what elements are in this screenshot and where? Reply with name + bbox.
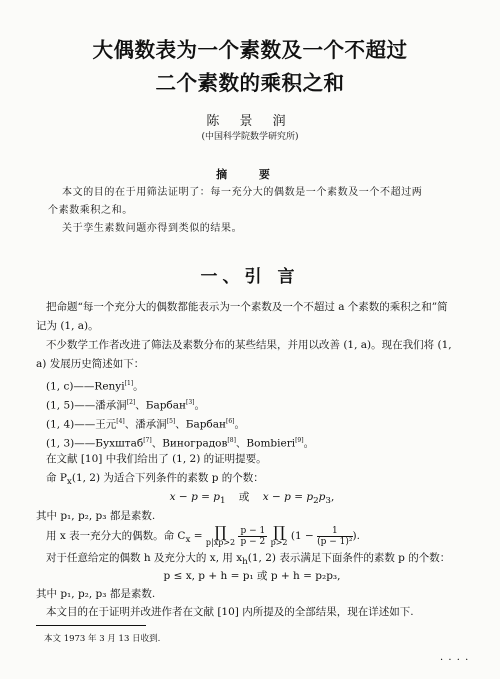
history-text: (1, c)——Renyi bbox=[46, 380, 125, 393]
title-line-2: 二个素数的乘积之和 bbox=[155, 71, 345, 95]
equation-2: p ≤ x, p + h = p₁ 或 p + h = p₂p₃, bbox=[163, 570, 341, 582]
prod2-sub: p>2 bbox=[270, 538, 288, 547]
fraction-1 bbox=[238, 526, 267, 547]
px-text: 命 P bbox=[46, 472, 67, 484]
footnote-rule bbox=[36, 625, 146, 626]
abstract-line-3: 关于孪生素数问题亦得到类似的结果。 bbox=[62, 223, 243, 234]
product-symbol: ∏ p>2 bbox=[270, 523, 288, 547]
h-text: 对于任意给定的偶数 h 及充分大的 x, 用 x bbox=[46, 552, 243, 564]
citation: [1] bbox=[124, 380, 134, 387]
footnote: 本文 1973 年 3 月 13 日收到. bbox=[44, 634, 161, 644]
citation: [2] bbox=[126, 399, 136, 406]
citation: [5] bbox=[166, 418, 176, 425]
where-line-1: 其中 p₁, p₂, p₃ 都是素数. bbox=[36, 510, 156, 522]
history-text: 、Виноградов bbox=[151, 437, 228, 450]
intro-line-1: 把命题“每一个充分大的偶数都能表示为一个素数及一个不超过 a 个素数的乘积之和”简 bbox=[46, 301, 448, 313]
frac2-num: 1 bbox=[317, 526, 352, 537]
frac1-num: p − 1 bbox=[240, 525, 266, 536]
affiliation: (中国科学院数学研究所) bbox=[201, 132, 299, 142]
abstract-line-1: 本文的目的在于用筛法证明了：每一充分大的偶数是一个素数及一个不超过两 bbox=[62, 187, 423, 198]
citation: [9] bbox=[295, 437, 304, 444]
eq1-p3: p bbox=[318, 491, 326, 503]
title-line-1: 大偶数表为一个素数及一个不超过 bbox=[92, 38, 408, 62]
citation: [4] bbox=[116, 418, 125, 425]
frac2-post: ). bbox=[352, 530, 360, 542]
equation-1 bbox=[36, 490, 468, 509]
ref10-line: 在文献 [10] 中我们给出了 (1, 2) 的证明提要。 bbox=[46, 453, 267, 465]
h-rest: (1, 2) 表示满足下面条件的素数 p 的个数： bbox=[247, 552, 451, 564]
author: 陈 景 润 bbox=[206, 114, 294, 129]
history-end: 。 bbox=[133, 380, 144, 393]
px-sub: x bbox=[66, 477, 72, 488]
px-rest: (1, 2) 为适合下列条件的素数 p 的个数： bbox=[71, 472, 264, 484]
eq1-sub: 1 bbox=[219, 496, 226, 507]
intro-line-3: 不少数学工作者改进了筛法及素数分布的某些结果，并用以改善 (1, a)。现在我们将 (1, bbox=[46, 339, 452, 351]
frac2-den: (p − 1)² bbox=[317, 536, 353, 547]
eq1-sub2: 2 bbox=[313, 496, 319, 507]
prod1-sub: p|x bbox=[205, 538, 219, 547]
history-text: (1, 4)——王元 bbox=[46, 418, 117, 431]
citation: [3] bbox=[186, 399, 195, 406]
fraction-2 bbox=[317, 526, 352, 547]
history-text: (1, 5)——潘承洞 bbox=[46, 399, 127, 412]
eq1-a: x − p = p bbox=[169, 491, 220, 503]
history-item bbox=[46, 414, 478, 433]
eq1-b: x − p = p bbox=[262, 491, 314, 503]
intro-line-4: a) 发展历史简述如下： bbox=[36, 358, 145, 370]
eq1-end: , bbox=[330, 491, 335, 503]
history-text: 、Барбан bbox=[175, 418, 227, 431]
history-text: (1, 3)——Бухштаб bbox=[46, 437, 144, 450]
eq1-or: 或 bbox=[238, 491, 250, 503]
cx-eq: = bbox=[190, 530, 206, 542]
abstract-heading: 摘 要 bbox=[216, 168, 284, 181]
cx-text: 用 x 表一充分大的偶数。命 C bbox=[46, 530, 186, 542]
citation: [7] bbox=[143, 437, 152, 444]
product-symbol: ∏ p|xp>2 bbox=[205, 523, 236, 547]
citation: [8] bbox=[227, 437, 236, 444]
prod1-sub2: p>2 bbox=[218, 538, 236, 547]
history-item bbox=[46, 433, 478, 452]
section-title: 一、引 言 bbox=[200, 267, 300, 287]
frac2-pre: (1 − bbox=[290, 530, 314, 542]
history-text: 、潘承洞 bbox=[124, 418, 167, 431]
final-line: 本文目的在于证明并改进作者在文献 [10] 内所提及的全部结果，现在详述如下. bbox=[46, 606, 414, 618]
where-line-2: 其中 p₁, p₂, p₃ 都是素数. bbox=[36, 588, 156, 600]
eq1-sub3: 3 bbox=[325, 496, 331, 507]
page-mark: · · · · bbox=[440, 655, 470, 666]
cx-definition bbox=[46, 522, 478, 554]
abstract-line-2: 个素数乘积之和。 bbox=[48, 205, 133, 216]
history-item bbox=[46, 395, 478, 414]
history-end: 。 bbox=[303, 437, 315, 450]
history-text: 、Барбан bbox=[135, 399, 187, 412]
history-text: 、Bombieri bbox=[235, 437, 296, 450]
frac1-den: p − 2 bbox=[240, 536, 266, 547]
history-item bbox=[46, 376, 478, 395]
cx-sub: x bbox=[185, 535, 191, 546]
history-end: 。 bbox=[234, 418, 246, 431]
intro-line-2: 记为 (1, a)。 bbox=[36, 320, 99, 332]
px-definition bbox=[46, 471, 478, 490]
history-end: 。 bbox=[194, 399, 206, 412]
h-sub: h bbox=[242, 557, 248, 568]
citation: [6] bbox=[226, 418, 235, 425]
h-definition bbox=[46, 551, 478, 570]
